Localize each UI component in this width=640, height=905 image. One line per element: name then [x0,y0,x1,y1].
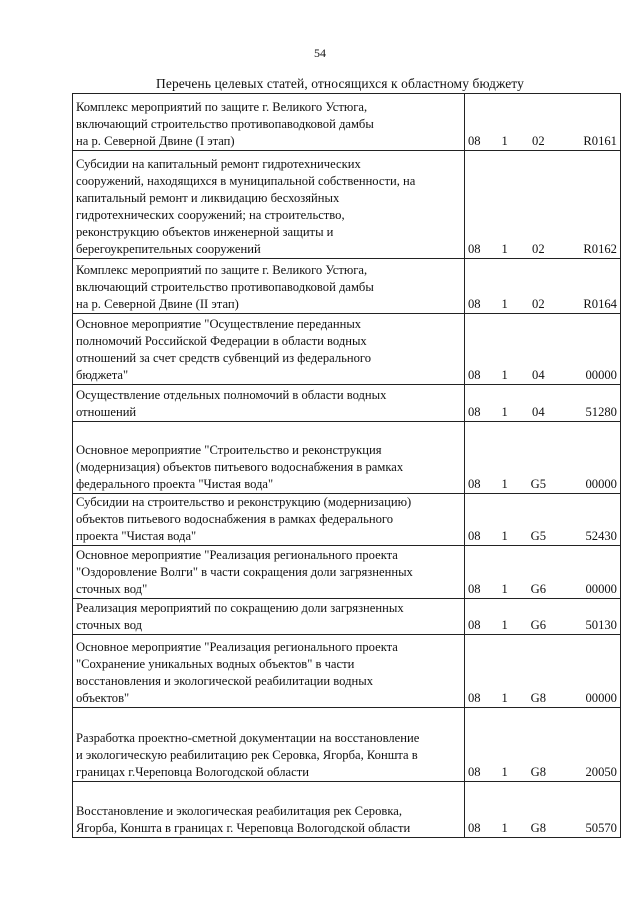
table-row [73,94,621,151]
main-event-code: G5 [530,477,547,491]
main-event-code: 02 [532,242,545,256]
direction-code: 50570 [585,821,617,835]
program-code: 08 [468,297,481,311]
direction-code: R0162 [583,242,617,256]
main-event-code: G6 [530,582,547,596]
program-code: 08 [468,477,481,491]
direction-code: 51280 [585,405,617,419]
article-code [465,708,621,782]
page-number: 54 [314,46,326,60]
article-code [465,782,621,838]
table-row [73,314,621,385]
program-code: 08 [468,618,481,632]
table-row [73,385,621,422]
subprogram-code: 1 [501,821,508,835]
subprogram-code: 1 [501,297,508,311]
subprogram-code: 1 [501,765,508,779]
main-event-code: 02 [532,297,545,311]
article-name: Субсидии на капитальный ремонт гидротехнических сооружений, находящихся в муниципальной собственности, на капитальный ремонт и ликвидацию бесхозяйных гидротехнических сооружений; на строительство, реконструкцию объектов инженерной защиты и берегоукрепительных сооружений [73,151,465,259]
subprogram-code: 1 [501,582,508,596]
program-code: 08 [468,765,481,779]
table-row [73,151,621,259]
subprogram-code: 1 [501,405,508,419]
table-row [73,708,621,782]
article-name: Основное мероприятие "Строительство и реконструкция (модернизация) объектов питьевого водоснабжения в рамках федерального проекта "Чистая вода" [73,422,465,494]
article-name: Основное мероприятие "Реализация регионального проекта "Сохранение уникальных водных объектов" в части восстановления и экологической реабилитации водных объектов" [73,635,465,708]
direction-code: R0161 [583,134,617,148]
main-event-code: G8 [530,821,547,835]
article-name: Разработка проектно-сметной документации на восстановление и экологическую реабилитацию рек Серовка, Ягорба, Коншта в границах г.Череповца Вологодской области [73,708,465,782]
article-name: Основное мероприятие "Реализация регионального проекта "Оздоровление Волги" в части сокращения доли загрязненных сточных вод" [73,546,465,599]
subprogram-code: 1 [501,368,508,382]
article-code [465,314,621,385]
document-title: Перечень целевых статей, относящихся к областному бюджету [156,76,524,91]
program-code: 08 [468,821,481,835]
article-code [465,259,621,314]
article-code [465,546,621,599]
main-event-code: 02 [532,134,545,148]
direction-code: 00000 [585,691,617,705]
program-code: 08 [468,582,481,596]
program-code: 08 [468,529,481,543]
direction-code: 52430 [585,529,617,543]
subprogram-code: 1 [501,477,508,491]
direction-code: 00000 [585,582,617,596]
program-code: 08 [468,242,481,256]
article-code [465,151,621,259]
article-name: Осуществление отдельных полномочий в области водных отношений [73,385,465,422]
table-row [73,494,621,546]
table-row [73,782,621,838]
article-name: Комплекс мероприятий по защите г. Великого Устюга, включающий строительство противопаводковой дамбы на р. Северной Двине (I этап) [73,94,465,151]
main-event-code: G6 [530,618,547,632]
article-code [465,94,621,151]
direction-code: 20050 [585,765,617,779]
main-event-code: G5 [530,529,547,543]
program-code: 08 [468,405,481,419]
article-code [465,385,621,422]
main-event-code: 04 [532,405,545,419]
subprogram-code: 1 [501,242,508,256]
article-name: Восстановление и экологическая реабилитация рек Серовка, Ягорба, Коншта в границах г. Череповца Вологодской области [73,782,465,838]
article-name: Субсидии на строительство и реконструкцию (модернизацию) объектов питьевого водоснабжения в рамках федерального проекта "Чистая вода" [73,494,465,546]
table-row [73,422,621,494]
subprogram-code: 1 [501,529,508,543]
main-event-code: G8 [530,691,547,705]
subprogram-code: 1 [501,618,508,632]
program-code: 08 [468,368,481,382]
article-code [465,599,621,635]
main-event-code: G8 [530,765,547,779]
subprogram-code: 1 [501,691,508,705]
program-code: 08 [468,134,481,148]
program-code: 08 [468,691,481,705]
direction-code: R0164 [583,297,617,311]
main-event-code: 04 [532,368,545,382]
article-code [465,635,621,708]
table-row [73,635,621,708]
direction-code: 00000 [585,477,617,491]
direction-code: 00000 [585,368,617,382]
article-name: Комплекс мероприятий по защите г. Великого Устюга, включающий строительство противопаводковой дамбы на р. Северной Двине (II этап) [73,259,465,314]
table-row [73,599,621,635]
article-name: Основное мероприятие "Осуществление переданных полномочий Российской Федерации в области водных отношений за счет средств субвенций из федерального бюджета" [73,314,465,385]
direction-code: 50130 [585,618,617,632]
subprogram-code: 1 [501,134,508,148]
article-name: Реализация мероприятий по сокращению доли загрязненных сточных вод [73,599,465,635]
article-code [465,494,621,546]
article-code [465,422,621,494]
table-row [73,546,621,599]
table-row [73,259,621,314]
target-articles-table [72,93,621,838]
